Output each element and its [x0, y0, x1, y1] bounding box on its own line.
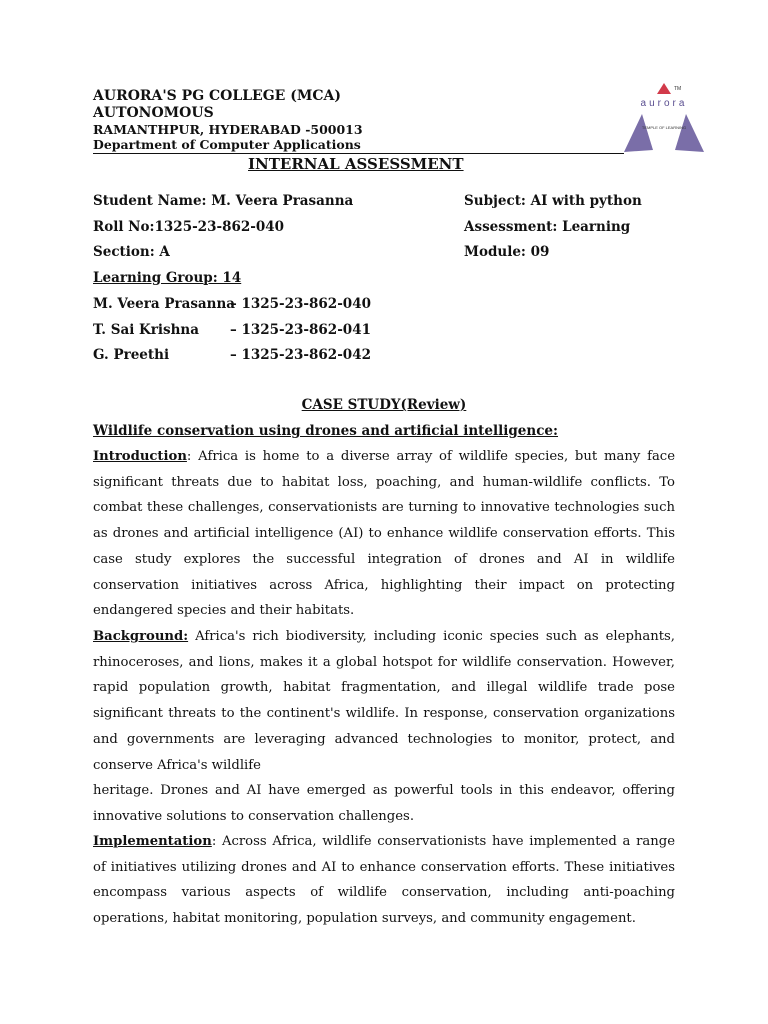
aurora-logo — [622, 82, 706, 156]
logo-tm: TM — [674, 86, 682, 92]
introduction-text: : Africa is home to a diverse array of wildlife species, but many face significant threats due to habitat loss, poaching, and human-wildlife conflicts. To combat these challenges, conservationists are turning to innovative technologies such as drones and artificial intelligence (AI) to enhance wildlife conservation efforts. This case study explores the successful integration of drones and AI in wildlife conservation initiatives across Africa, highlighting their impact on protecting endangered species and their habitats. — [93, 449, 675, 619]
college-name: AURORA'S PG COLLEGE (MCA) — [93, 88, 341, 104]
department-name: Department of Computer Applications — [93, 137, 361, 152]
case-study-title: CASE STUDY(Review) — [301, 397, 467, 413]
implementation-label: Implementation — [93, 834, 212, 849]
member-roll: – 1325-23-862-041 — [230, 322, 371, 338]
module: Module: 09 — [464, 244, 550, 260]
logo-triangle-top — [657, 83, 671, 94]
implementation-paragraph — [93, 829, 675, 932]
background-text: Africa's rich biodiversity, including iconic species such as elephants, rhinoceroses, and lions, makes it a global hotspot for wildlife conservation. However, rapid population growth, habitat fragmentation, and illegal wildlife trade pose significant threats to the continent's wildlife. In response, conservation organizations and governments are leveraging advanced technologies to monitor, protect, and conserve Africa's wildlife — [93, 629, 675, 773]
assessment-type: Assessment: Learning — [464, 219, 631, 235]
roll-number: Roll No:1325-23-862-040 — [93, 219, 285, 235]
logo-triangle-left — [624, 114, 653, 152]
background-paragraph — [93, 624, 675, 778]
case-study-subtitle: Wildlife conservation using drones and artificial intelligence: — [93, 423, 559, 439]
member-name: T. Sai Krishna — [93, 322, 199, 338]
college-address: RAMANTHPUR, HYDERABAD -500013 — [93, 122, 363, 137]
implementation-text: : Across Africa, wildlife conservationists have implemented a range of initiatives utilizing drones and AI to enhance conservation efforts. These initiatives encompass various aspects of wildlife conservation, including anti-poaching operations, habitat monitoring, population surveys, and community engagement. — [93, 834, 675, 927]
introduction-paragraph — [93, 444, 675, 624]
header-divider — [93, 153, 624, 154]
college-status: AUTONOMOUS — [93, 105, 214, 121]
student-name: Student Name: M. Veera Prasanna — [93, 193, 354, 209]
logo-wordmark: aurora — [640, 98, 688, 109]
introduction-label: Introduction — [93, 449, 187, 464]
logo-tagline: TEMPLE OF LEARNING — [641, 125, 687, 130]
member-name: M. Veera Prasanna — [93, 296, 236, 312]
member-roll: – 1325-23-862-042 — [230, 347, 371, 363]
page-title: INTERNAL ASSESSMENT — [248, 155, 464, 173]
learning-group-label: Learning Group: 14 — [93, 270, 242, 286]
member-roll: – 1325-23-862-040 — [230, 296, 371, 312]
logo-triangle-right — [675, 114, 704, 152]
subject: Subject: AI with python — [464, 193, 642, 209]
background-continuation: heritage. Drones and AI have emerged as powerful tools in this endeavor, offering innovative solutions to conservation challenges. — [93, 783, 675, 824]
section: Section: A — [93, 244, 170, 260]
background-label: Background: — [93, 629, 189, 644]
member-name: G. Preethi — [93, 347, 170, 363]
